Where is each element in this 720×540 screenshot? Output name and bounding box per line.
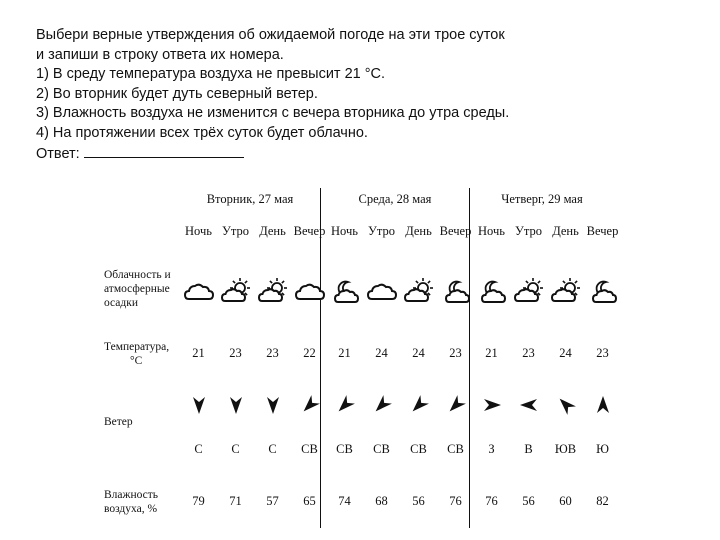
wind-arrow-icon (254, 392, 291, 418)
humidity-value: 57 (266, 494, 279, 508)
partly-cloudy-moon-icon (437, 276, 474, 306)
wind-arrow-icon (437, 392, 474, 418)
wind-direction-value: Ю (596, 442, 609, 456)
period-header: Утро (515, 224, 542, 238)
partly-cloudy-moon-icon (326, 276, 363, 306)
forecast-table (100, 188, 620, 528)
wind-direction-value: СВ (373, 442, 390, 456)
question-text (36, 26, 676, 165)
day-title-thursday: Четверг, 29 мая (501, 192, 583, 206)
temperature-value: 21 (485, 346, 498, 360)
period-header: День (259, 224, 286, 238)
period-header: Вечер (293, 224, 326, 238)
cloud-icon (291, 276, 328, 306)
wind-direction-value: С (268, 442, 277, 456)
statement-1: 1) В среду температура воздуха не превысит 21 °С. (36, 66, 386, 82)
humidity-value: 60 (559, 494, 572, 508)
temperature-value: 21 (192, 346, 205, 360)
period-header: Ночь (478, 224, 505, 238)
period-header: День (405, 224, 432, 238)
wind-arrow-icon (363, 392, 400, 418)
question-line: и запиши в строку ответа их номера. (36, 46, 284, 63)
partly-cloudy-sun-icon (254, 276, 291, 306)
wind-arrow-icon (510, 392, 547, 418)
partly-cloudy-sun-icon (547, 276, 584, 306)
statement-4: 4) На протяжении всех трёх суток будет облачно. (36, 124, 368, 141)
period-header: Ночь (331, 224, 358, 238)
answer-label: Ответ: (36, 146, 80, 162)
question-line: Выбери верные утверждения об ожидаемой погоде на эти трое суток (36, 27, 505, 43)
humidity-value: 76 (449, 494, 462, 508)
wind-arrow-icon (326, 392, 363, 418)
humidity-value: 74 (338, 494, 351, 508)
partly-cloudy-moon-icon (473, 276, 510, 306)
temperature-value: 24 (412, 346, 425, 360)
wind-arrow-icon (291, 392, 328, 418)
humidity-value: 71 (229, 494, 242, 508)
wind-arrow-icon (400, 392, 437, 418)
wind-arrow-icon (584, 392, 621, 418)
period-header: Вечер (439, 224, 472, 238)
humidity-value: 56 (522, 494, 535, 508)
humidity-value: 68 (375, 494, 388, 508)
temperature-value: 21 (338, 346, 351, 360)
statement-3: 3) Влажность воздуха не изменится с вечера вторника до утра среды. (36, 105, 510, 121)
wind-direction-value: ЮВ (554, 442, 577, 456)
period-header: Утро (368, 224, 395, 238)
temperature-value: 24 (375, 346, 388, 360)
partly-cloudy-sun-icon (217, 276, 254, 306)
wind-direction-value: СВ (410, 442, 427, 456)
wind-direction-value: СВ (447, 442, 464, 456)
humidity-value: 82 (596, 494, 609, 508)
row-label-humidity: Влажность воздуха, % (104, 489, 159, 515)
temperature-value: 23 (596, 346, 609, 360)
wind-arrow-icon (217, 392, 254, 418)
temperature-value: 23 (522, 346, 535, 360)
answer-input-line[interactable] (84, 143, 244, 158)
cloud-icon (180, 276, 217, 306)
temperature-value: 24 (559, 346, 572, 360)
humidity-value: 65 (303, 494, 316, 508)
answer-row (36, 143, 676, 165)
wind-arrow-icon (473, 392, 510, 418)
wind-direction-value: СВ (336, 442, 353, 456)
partly-cloudy-sun-icon (400, 276, 437, 306)
wind-arrow-icon (180, 392, 217, 418)
day-title-tuesday: Вторник, 27 мая (206, 192, 294, 206)
wind-arrow-icon (547, 392, 584, 418)
wind-direction-value: С (194, 442, 203, 456)
humidity-value: 76 (485, 494, 498, 508)
period-header: День (552, 224, 579, 238)
wind-direction-value: СВ (301, 442, 318, 456)
partly-cloudy-sun-icon (510, 276, 547, 306)
humidity-value: 56 (412, 494, 425, 508)
period-header: Вечер (586, 224, 619, 238)
temperature-value: 23 (449, 346, 462, 360)
temperature-value: 23 (229, 346, 242, 360)
row-label-temperature: Температура, °С (104, 341, 170, 367)
period-header: Ночь (185, 224, 212, 238)
period-header: Утро (222, 224, 249, 238)
wind-direction-value: С (231, 442, 240, 456)
temperature-value: 22 (303, 346, 316, 360)
partly-cloudy-moon-icon (584, 276, 621, 306)
cloud-icon (363, 276, 400, 306)
wind-direction-value: В (524, 442, 533, 456)
humidity-value: 79 (192, 494, 205, 508)
wind-direction-value: З (488, 442, 495, 456)
statement-2: 2) Во вторник будет дуть северный ветер. (36, 85, 318, 102)
row-label-cloud: Облачность и атмосферные осадки (104, 269, 171, 309)
day-title-wednesday: Среда, 28 мая (358, 192, 432, 206)
temperature-value: 23 (266, 346, 279, 360)
row-label-wind: Ветер (104, 416, 133, 428)
